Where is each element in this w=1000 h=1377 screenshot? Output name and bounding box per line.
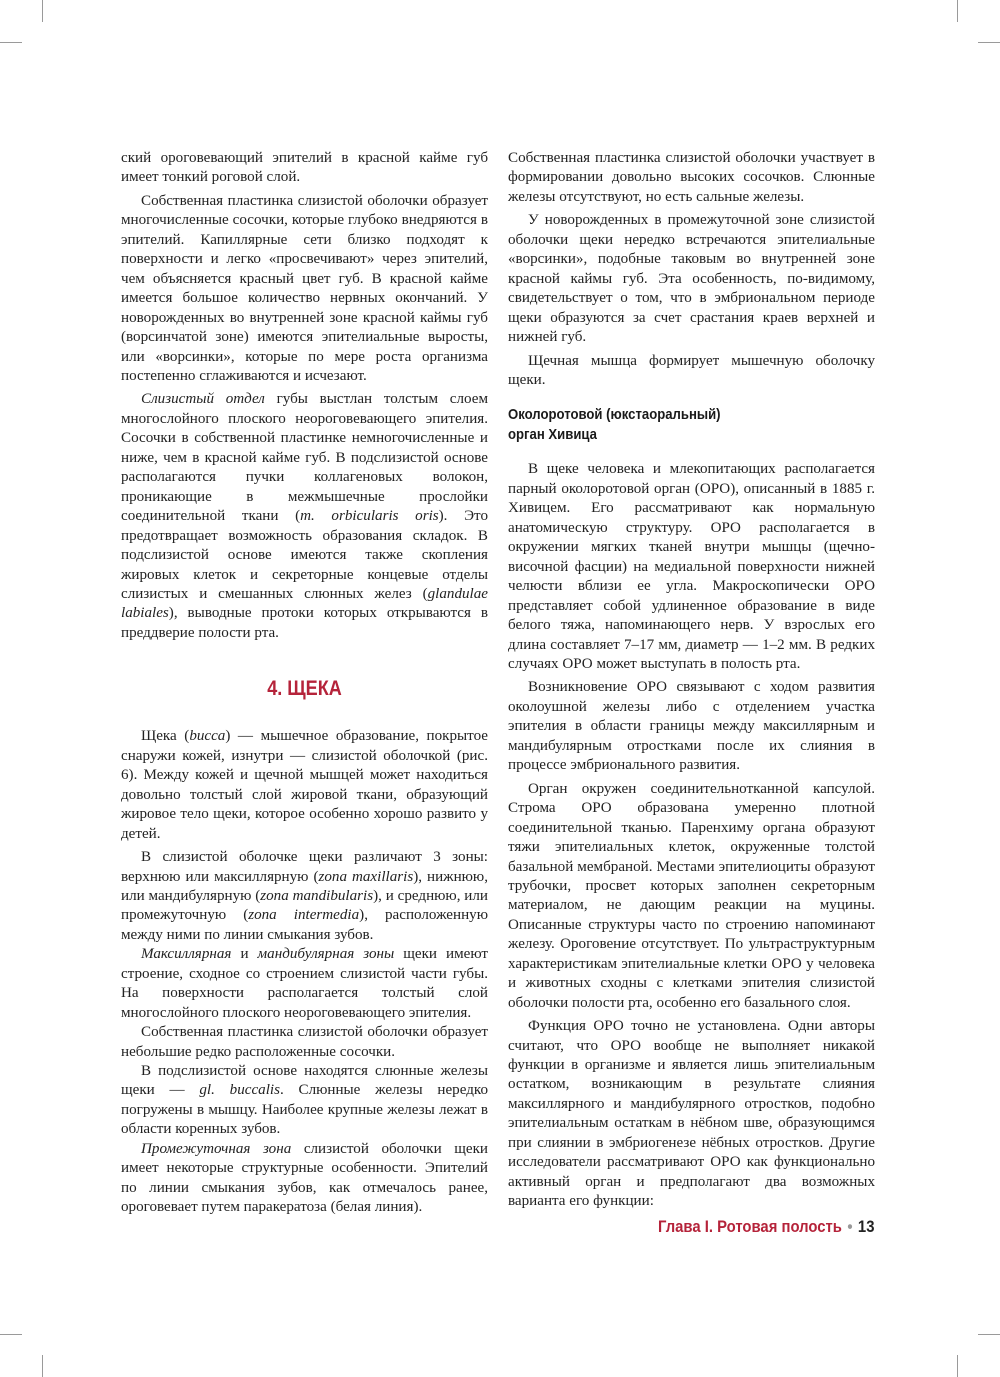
text-run: ), выводные протоки которых открываются в преддверие полости рта. xyxy=(121,605,488,641)
page-number: 13 xyxy=(857,1218,874,1236)
paragraph: У новорожденных в промежуточной зоне слизистой оболочки щеки нередко встречаются эпителиальные «ворсинки», подобные таковым во внутренней зоне красной каймы губ. Эта особенность, по-видимому, свидетельствует о том, что в эмбриональном периоде щеки образуются за счет срастания краев верхней и нижней губ. xyxy=(508,212,875,346)
paragraph: Функция ОРО точно не установлена. Одни авторы считают, что ОРО вообще не выполняет никакой функции в организме и является лишь эпителиальным остатком, возникающим в результате слияния максиллярного и мандибулярного отростков, подобно эпителиальным остаткам в нёбном шве, образующимся при слиянии в эмбриогенезе нёбных отростков. Другие исследователи рассматривают ОРО как функционально активный орган и предполагают два возможных варианта его функции: xyxy=(508,1018,875,1210)
running-chapter-title: Глава I. Ротовая полость xyxy=(657,1218,842,1236)
text-run: Щека ( xyxy=(141,728,190,745)
latin-term: gl. buccalis xyxy=(199,1082,280,1099)
text-run: слизистой оболочки щеки имеет некоторые структурные особенности. Эпителий по линии смыкания зубов, как отмечалось ранее, ороговевает путем паракератоза (белая линия). xyxy=(121,1140,489,1216)
subheading-line: Околоротовой (юкстаоральный) xyxy=(508,407,721,424)
text-run: В подслизистой основе находятся слюнные железы щеки — xyxy=(121,1063,488,1099)
text-run: ) — мышечное образование, покрытое снаружи кожей, изнутри — слизистой оболочкой (рис. 6). Между кожей и щечной мышцей может находиться довольно толстый слой жировой ткани, образующий жировое тело щеки, которое особенно хорошо развито у детей. xyxy=(121,728,489,842)
text-run: В слизистой оболочке щеки различают 3 зоны: верхнюю или максиллярную ( xyxy=(121,849,488,885)
text-run: ). Это предотвращает возможность образования складок. В подслизистой основе имеются также скопления жировых клеток и секреторные концевые отделы слизистых и смешанных слюнных желез ( xyxy=(121,508,488,602)
text-run: щеки имеют строение, сходное со строением слизистой части губы. На поверхности располагается толстый слой многослойного плоского неороговевающего эпителия. xyxy=(121,946,489,1021)
crop-mark-bottom-right-v xyxy=(957,1355,958,1377)
crop-mark-bottom-left-h xyxy=(0,1334,22,1335)
latin-term: zona intermedia xyxy=(248,907,360,924)
term-italic: Слизистый отдел xyxy=(141,391,265,408)
paragraph: ский ороговевающий эпителий в красной кайме губ имеет тонкий роговой слой. xyxy=(121,150,488,186)
paragraph: Собственная пластинка слизистой оболочки образует многочисленные сосочки, которые глубоко внедряются в эпителий. Капиллярные сети близко подходят к поверхности и легко «просвечивают» через эпителий, чем объясняется красный цвет губ. В красной кайме имеется большое количество нервных окончаний. У новорожденных во внутренней зоне красной каймы губ (ворсинчатой зоне) имеются эпителиальные выросты, или «ворсинки», которые по мере роста организма постепенно сглаживаются и исчезают. xyxy=(121,192,488,384)
crop-mark-bottom-right-h xyxy=(978,1334,1000,1335)
left-column xyxy=(121,149,488,1218)
latin-term: zona mandibularis xyxy=(260,887,374,904)
term-italic: Максиллярная xyxy=(141,946,232,963)
right-column xyxy=(508,149,875,1212)
paragraph: Возникновение ОРО связывают с ходом развития околоушной железы либо с отделением участка эпителия в области границы между максиллярным и мандибулярным отростками после их слияния в процессе эмбрионального развития. xyxy=(508,679,875,774)
crop-mark-top-left-h xyxy=(0,42,22,43)
section-subheading xyxy=(508,405,838,445)
text-run: ), расположенную между ними по линии смыкания зубов. xyxy=(121,907,488,943)
paragraph: Собственная пластинка слизистой оболочки участвует в формировании довольно высоких сосочков. Слюнные железы отсутствуют, но есть сальные железы. xyxy=(508,150,875,205)
text-run: . Слюнные железы нередко погружены в мышцу. Наиболее крупные железы лежат в области коренных зубов. xyxy=(121,1082,488,1138)
text-run: ), нижнюю, или мандибулярную ( xyxy=(121,868,488,904)
paragraph: Собственная пластинка слизистой оболочки образует небольшие редко расположенные сосочки. xyxy=(121,1024,488,1060)
paragraph xyxy=(121,945,488,1023)
paragraph xyxy=(121,1062,488,1140)
paragraph xyxy=(121,1140,488,1218)
subheading-line: орган Хивица xyxy=(508,427,597,444)
term-italic: Промежуточная зона xyxy=(141,1140,292,1157)
text-run: губы выстлан толстым слоем многослойного плоского неороговевающего эпителия. Сосочки в собственной пластинке немногочисленные и ниже, чем в красной кайме губ. В подслизистой основе располагаются пучки коллагеновых волокон, проникающие в межмышечные прослойки соединительной ткани ( xyxy=(121,391,488,525)
latin-term: zona maxillaris xyxy=(318,868,414,885)
paragraph xyxy=(121,390,488,643)
latin-term: glandulae labiales xyxy=(121,585,488,622)
crop-mark-top-left-v xyxy=(42,0,43,22)
term-italic: мандибулярная зоны xyxy=(257,946,395,963)
paragraph xyxy=(121,727,488,844)
latin-term: m. orbicularis oris xyxy=(300,508,439,525)
latin-term: bucca xyxy=(189,728,226,745)
crop-mark-top-right-v xyxy=(957,0,958,22)
paragraph: Щечная мышца формирует мышечную оболочку щеки. xyxy=(508,352,875,388)
paragraph xyxy=(121,848,488,945)
page-footer xyxy=(658,1218,874,1237)
text-run: ), и среднюю, или промежуточную ( xyxy=(121,887,488,924)
chapter-title: 4. ЩЕКА xyxy=(267,677,342,701)
paragraph: Орган окружен соединительнотканной капсулой. Строма ОРО образована умеренно плотной соединительной тканью. Паренхиму органа образуют тяжи эпителиальных клеток, окруженные толстой базальной мембраной. Местами эпителиоциты образуют трубочки, просвет которых заполнен секреторным материалом, не дающим реакции на муцины. Описанные структуры часто по строению напоминают железу. Ороговение отсутствует. По ультраструктурным характеристикам эпителиальные клетки ОРО у человека и животных сходны с клетками эпителия слизистой оболочки полости рта, особенно его базального слоя. xyxy=(508,780,875,1011)
bullet-separator: • xyxy=(846,1218,853,1236)
text-run: и xyxy=(231,946,258,963)
crop-mark-bottom-left-v xyxy=(42,1355,43,1377)
paragraph: В щеке человека и млекопитающих располагается парный околоротовой орган (ОРО), описанный в 1885 г. Хивицем. Его рассматривают как нормальную анатомическую структуру. ОРО располагается в окружении мягких тканей внутри мышцы (щечно-височной фасции) на медиальной поверхности нижней челюсти вблизи ее угла. Макроскопически ОРО представляет собой удлиненное образование в виде белого тяжа, напоминающего нерв. У взрослых его длина составляет 7–17 мм, диаметр — 1–2 мм. В редких случаях ОРО может выступать в полость рта. xyxy=(508,461,875,672)
crop-mark-top-right-h xyxy=(978,42,1000,43)
